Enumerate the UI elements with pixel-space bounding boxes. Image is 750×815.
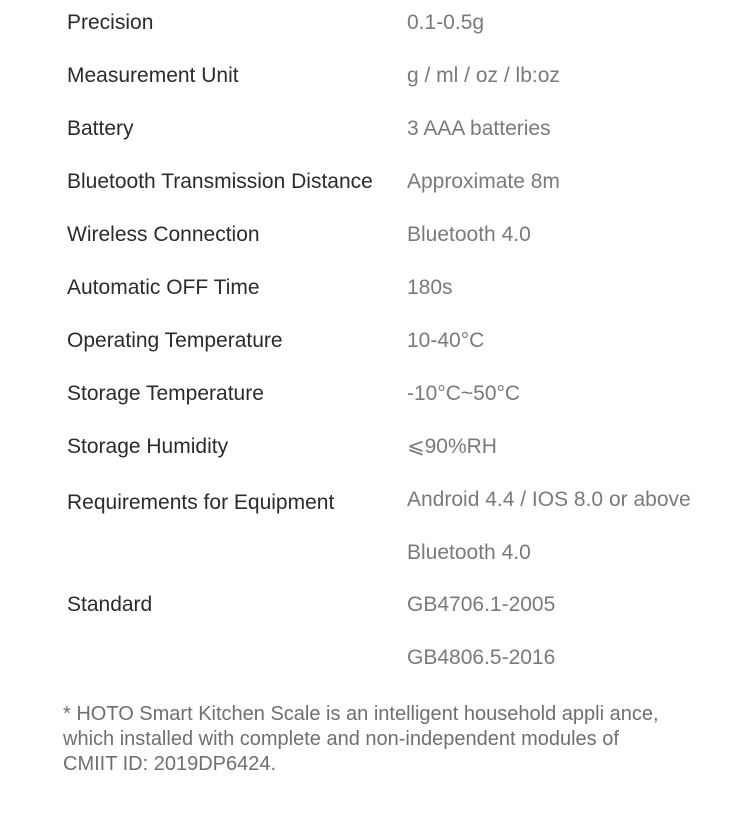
spec-value: Android 4.4 / IOS 8.0 or above: [407, 488, 691, 511]
footnote-line: * HOTO Smart Kitchen Scale is an intelligent household appli ance,: [63, 703, 659, 725]
spec-label: Bluetooth Transmission Distance: [67, 170, 373, 193]
spec-row-measurement-unit: [0, 65, 750, 105]
spec-value: Approximate 8m: [407, 170, 560, 193]
spec-row-equipment-requirements: [0, 489, 750, 529]
spec-row-wireless-connection: [0, 224, 750, 264]
spec-label: Standard: [67, 593, 153, 616]
footnote-line: CMIIT ID: 2019DP6424.: [63, 753, 277, 775]
spec-value: 10-40°C: [407, 329, 485, 352]
spec-row-battery: [0, 118, 750, 158]
spec-label: Storage Humidity: [67, 435, 229, 458]
footnote-line: which installed with complete and non-independent modules of: [63, 728, 619, 750]
footnote: [63, 702, 703, 777]
spec-value: 0.1-0.5g: [407, 11, 485, 34]
spec-label: Automatic OFF Time: [67, 276, 260, 299]
spec-label: Measurement Unit: [67, 64, 239, 87]
spec-value: g / ml / oz / lb:oz: [407, 64, 560, 87]
spec-value: GB4706.1-2005: [407, 593, 556, 616]
spec-label: Requirements for Equipment: [67, 491, 335, 514]
spec-value: Bluetooth 4.0: [407, 223, 531, 246]
spec-value: 180s: [407, 276, 453, 299]
spec-row-standard-cont: [0, 647, 750, 687]
spec-value: ⩽90%RH: [407, 435, 497, 458]
spec-row-storage-humidity: [0, 436, 750, 476]
spec-label: Battery: [67, 117, 134, 140]
spec-label: Operating Temperature: [67, 329, 283, 352]
spec-row-operating-temperature: [0, 330, 750, 370]
spec-label: Storage Temperature: [67, 382, 264, 405]
spec-value: -10°C~50°C: [407, 382, 521, 405]
spec-row-auto-off-time: [0, 277, 750, 317]
spec-row-equipment-requirements-cont: [0, 542, 750, 582]
spec-row-storage-temperature: [0, 383, 750, 423]
spec-row-bluetooth-distance: [0, 171, 750, 211]
spec-row-precision: [0, 12, 750, 52]
spec-label: Precision: [67, 11, 154, 34]
spec-value: 3 AAA batteries: [407, 117, 551, 140]
spec-row-standard: [0, 594, 750, 634]
spec-value: GB4806.5-2016: [407, 646, 556, 669]
spec-value: Bluetooth 4.0: [407, 541, 531, 564]
spec-label: Wireless Connection: [67, 223, 260, 246]
